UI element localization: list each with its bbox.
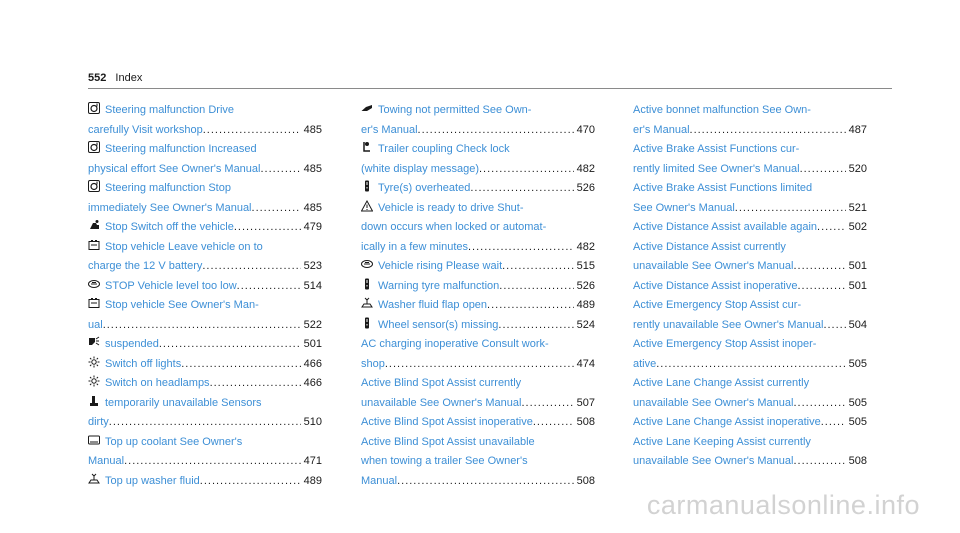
index-entry-text[interactable]: ically in a few minutes <box>361 240 468 253</box>
page-reference[interactable]: 508 <box>576 474 595 487</box>
index-entry <box>361 316 595 336</box>
index-entry-text[interactable]: physical effort See Owner's Manual <box>88 162 261 175</box>
page-reference[interactable]: 479 <box>303 221 322 233</box>
index-column-2 <box>361 101 595 491</box>
index-entry <box>88 101 322 140</box>
page-reference[interactable]: 522 <box>303 318 322 331</box>
page-reference[interactable]: 501 <box>848 260 867 272</box>
index-entry-text[interactable]: rently unavailable See Owner's Manual <box>633 318 824 331</box>
index-entry <box>633 218 867 238</box>
index-entry <box>633 335 867 374</box>
index-entry-text[interactable]: Active Distance Assist currently <box>633 240 786 253</box>
index-entry-text[interactable]: Warning tyre malfunction <box>378 279 500 292</box>
index-line <box>88 238 322 258</box>
index-entry-text[interactable]: carefully Visit workshop <box>88 123 203 136</box>
index-entry-text[interactable]: Active Distance Assist available again <box>633 221 818 233</box>
headlamp-icon <box>88 375 100 387</box>
vehicle-level-icon <box>88 278 100 290</box>
index-entry <box>361 413 595 433</box>
page-reference[interactable]: 520 <box>848 162 867 175</box>
index-line <box>633 257 867 277</box>
index-entry <box>88 218 322 238</box>
index-line <box>361 394 595 414</box>
coolant-icon <box>88 434 100 446</box>
index-entry-text[interactable]: Manual <box>361 474 398 487</box>
leader-dots <box>252 199 301 219</box>
leader-dots <box>397 472 574 492</box>
leader-dots <box>237 277 301 297</box>
index-entry-text[interactable]: Stop vehicle Leave vehicle on to <box>105 240 263 253</box>
page-reference[interactable]: 526 <box>576 182 595 194</box>
index-entry <box>361 335 595 374</box>
page-reference[interactable]: 466 <box>303 377 322 389</box>
index-line <box>88 374 322 394</box>
leader-dots <box>109 413 301 433</box>
index-entry <box>88 179 322 218</box>
index-entry-text[interactable]: Steering malfunction Stop <box>105 182 231 194</box>
leader-dots <box>656 355 845 375</box>
index-line <box>88 257 322 277</box>
index-entry-text[interactable]: Tyre(s) overheated <box>378 182 471 194</box>
index-line <box>633 277 867 297</box>
page-reference[interactable]: 508 <box>848 455 867 467</box>
index-entry-text[interactable]: ual <box>88 318 103 331</box>
leader-dots <box>797 277 845 297</box>
page-reference[interactable]: 485 <box>303 162 322 175</box>
leader-dots <box>817 218 846 238</box>
leader-dots <box>203 121 301 141</box>
leader-dots <box>181 355 300 375</box>
page-reference[interactable]: 470 <box>576 123 595 136</box>
page-reference[interactable]: 471 <box>303 455 322 467</box>
index-column-1 <box>88 101 322 491</box>
page-reference[interactable]: 521 <box>848 201 867 214</box>
index-entry-text[interactable]: Manual <box>88 455 125 467</box>
page-reference[interactable]: 485 <box>303 123 322 136</box>
leader-dots <box>487 296 574 316</box>
index-entry <box>88 394 322 433</box>
leader-dots <box>499 277 573 297</box>
index-line <box>88 355 322 375</box>
page-header <box>88 72 142 84</box>
index-entry-text[interactable]: dirty <box>88 416 109 428</box>
leader-dots <box>800 160 846 180</box>
index-entry-text[interactable]: Active Lane Change Assist inoperative <box>633 416 821 428</box>
section-title: Index <box>115 72 143 84</box>
index-entry-text[interactable]: immediately See Owner's Manual <box>88 201 252 214</box>
page-reference[interactable]: 501 <box>848 279 867 292</box>
index-entry-text[interactable]: AC charging inoperative Consult work- <box>361 338 549 350</box>
index-entry <box>361 433 595 492</box>
page-reference[interactable]: 466 <box>303 357 322 370</box>
index-entry-text[interactable]: unavailable See Owner's Manual <box>633 396 794 409</box>
index-line <box>88 199 322 219</box>
index-line <box>88 394 322 414</box>
leader-dots <box>498 316 573 336</box>
leader-dots <box>823 316 845 336</box>
tire-icon <box>361 278 373 290</box>
index-line <box>88 433 322 453</box>
index-line <box>361 101 595 121</box>
leader-dots <box>521 394 573 414</box>
index-line <box>633 452 867 472</box>
index-entry-text[interactable]: Washer fluid flap open <box>378 299 488 311</box>
leader-dots <box>234 218 301 238</box>
leader-dots <box>735 199 846 219</box>
index-line <box>633 179 867 199</box>
index-line <box>361 218 595 238</box>
index-line <box>633 413 867 433</box>
page-reference[interactable]: 514 <box>303 279 322 292</box>
vehicle-off-icon <box>88 219 100 231</box>
index-entry <box>633 277 867 297</box>
index-entry-text[interactable]: Active Blind Spot Assist inoperative <box>361 416 533 428</box>
tire-icon <box>361 317 373 329</box>
headlamp-icon <box>88 356 100 368</box>
page-reference[interactable]: 502 <box>848 221 867 233</box>
page-reference[interactable]: 501 <box>303 338 322 350</box>
warning-triangle-icon <box>361 200 373 212</box>
index-entry <box>361 179 595 199</box>
index-line <box>633 140 867 160</box>
index-entry-text[interactable]: Steering malfunction Increased <box>105 143 257 155</box>
index-line <box>633 121 867 141</box>
index-entry <box>88 140 322 179</box>
index-entry-text[interactable]: Trailer coupling Check lock <box>378 143 510 155</box>
index-line <box>88 335 322 355</box>
index-entry <box>88 296 322 335</box>
index-entry <box>361 101 595 140</box>
index-entry-text[interactable]: Active Emergency Stop Assist cur- <box>633 299 802 311</box>
index-line <box>88 101 322 121</box>
index-line <box>361 121 595 141</box>
index-entry <box>361 199 595 258</box>
index-entry <box>633 374 867 413</box>
index-entry <box>361 257 595 277</box>
index-entry-text[interactable]: rently limited See Owner's Manual <box>633 162 800 175</box>
header-divider <box>88 88 892 89</box>
index-entry-text[interactable]: unavailable See Owner's Manual <box>633 455 794 467</box>
page-reference[interactable]: 505 <box>848 416 867 428</box>
index-entry <box>361 374 595 413</box>
index-line <box>361 199 595 219</box>
index-entry <box>633 179 867 218</box>
page-reference[interactable]: 510 <box>303 416 322 428</box>
sensor-icon <box>88 395 100 407</box>
vehicle-level-icon <box>361 258 373 270</box>
page-reference[interactable]: 505 <box>848 396 867 409</box>
index-entry-text[interactable]: Active Brake Assist Functions cur- <box>633 143 800 155</box>
index-entry <box>633 296 867 335</box>
index-line <box>633 433 867 453</box>
page-reference[interactable]: 515 <box>576 260 595 272</box>
index-entry <box>633 413 867 433</box>
index-entry-text[interactable]: Top up coolant See Owner's <box>105 435 243 448</box>
leader-dots <box>210 374 301 394</box>
page-reference[interactable]: 485 <box>303 201 322 214</box>
leader-dots <box>821 413 846 433</box>
index-line <box>361 257 595 277</box>
index-entry-text[interactable]: Top up washer fluid <box>105 474 200 487</box>
index-entry <box>88 433 322 472</box>
index-line <box>88 140 322 160</box>
page-reference[interactable]: 489 <box>303 474 322 487</box>
index-entry-text[interactable]: er's Manual <box>633 123 690 136</box>
index-line <box>633 160 867 180</box>
index-line <box>361 452 595 472</box>
index-line <box>88 277 322 297</box>
index-entry-text[interactable]: Active Brake Assist Functions limited <box>633 182 813 194</box>
page-reference[interactable]: 508 <box>576 416 595 428</box>
index-entry-text[interactable]: Vehicle is ready to drive Shut- <box>378 201 524 214</box>
index-entry <box>88 472 322 492</box>
leader-dots <box>468 238 574 258</box>
index-entry <box>88 335 322 355</box>
index-entry <box>361 277 595 297</box>
index-line <box>361 140 595 160</box>
index-entry <box>633 433 867 472</box>
index-line <box>361 355 595 375</box>
index-entry-text[interactable]: Active Lane Change Assist currently <box>633 377 810 389</box>
steering-warning-icon <box>88 180 100 192</box>
index-entry <box>361 296 595 316</box>
index-line <box>88 121 322 141</box>
leader-dots <box>690 121 846 141</box>
page-reference[interactable]: 505 <box>848 357 867 370</box>
index-entry <box>88 374 322 394</box>
index-entry-text[interactable]: down occurs when locked or automat- <box>361 221 547 233</box>
leader-dots <box>202 257 300 277</box>
index-line <box>361 179 595 199</box>
leader-dots <box>793 394 845 414</box>
index-line <box>88 160 322 180</box>
leader-dots <box>502 257 574 277</box>
leader-dots <box>385 355 574 375</box>
page-reference[interactable]: 489 <box>576 299 595 311</box>
index-line <box>361 413 595 433</box>
leader-dots <box>793 452 845 472</box>
page-reference[interactable]: 523 <box>303 260 322 272</box>
index-line <box>88 472 322 492</box>
index-entry-text[interactable]: Active bonnet malfunction See Own- <box>633 104 811 116</box>
index-line <box>633 316 867 336</box>
page-number: 552 <box>88 72 107 84</box>
index-line <box>361 433 595 453</box>
index-line <box>88 316 322 336</box>
index-entry-text[interactable]: See Owner's Manual <box>633 201 735 214</box>
tire-icon <box>361 180 373 192</box>
leader-dots <box>124 452 301 472</box>
camera-icon <box>88 336 100 348</box>
index-line <box>633 238 867 258</box>
index-entry-text[interactable]: Wheel sensor(s) missing <box>378 318 499 331</box>
index-line <box>88 218 322 238</box>
trailer-icon <box>361 141 373 153</box>
battery-icon <box>88 239 100 251</box>
index-entry-text[interactable]: Active Blind Spot Assist unavailable <box>361 435 535 448</box>
index-entry-text[interactable]: Active Blind Spot Assist currently <box>361 377 522 389</box>
index-entry <box>88 355 322 375</box>
leader-dots <box>260 160 300 180</box>
battery-icon <box>88 297 100 309</box>
index-entry-text[interactable]: ative <box>633 357 657 370</box>
index-entry-text[interactable]: (white display message) <box>361 162 479 175</box>
index-line <box>633 335 867 355</box>
index-entry-text[interactable]: STOP Vehicle level too low <box>105 279 237 292</box>
index-entry-text[interactable]: Vehicle rising Please wait <box>378 260 503 272</box>
tow-icon <box>361 102 373 114</box>
index-entry-text[interactable]: when towing a trailer See Owner's <box>361 455 528 467</box>
index-line <box>361 374 595 394</box>
page-reference[interactable]: 482 <box>576 162 595 175</box>
index-line <box>88 413 322 433</box>
index-line <box>361 238 595 258</box>
index-line <box>361 296 595 316</box>
index-entry-text[interactable]: Towing not permitted See Own- <box>378 104 532 116</box>
leader-dots <box>793 257 845 277</box>
index-entry-text[interactable]: unavailable See Owner's Manual <box>633 260 794 272</box>
page-reference[interactable]: 482 <box>576 240 595 253</box>
index-entry <box>633 140 867 179</box>
washer-icon <box>361 297 373 309</box>
watermark: carmanualsonline.info <box>646 490 920 520</box>
index-line <box>633 218 867 238</box>
index-line <box>88 296 322 316</box>
index-entry-text[interactable]: charge the 12 V battery <box>88 260 203 272</box>
page-reference[interactable]: 507 <box>576 396 595 409</box>
index-entry <box>633 238 867 277</box>
leader-dots <box>159 335 301 355</box>
leader-dots <box>470 179 573 199</box>
steering-warning-icon <box>88 141 100 153</box>
page-reference[interactable]: 474 <box>576 357 595 370</box>
index-entry-text[interactable]: Switch off lights <box>105 357 182 370</box>
index-line <box>633 374 867 394</box>
index-entry-text[interactable]: Active Emergency Stop Assist inoper- <box>633 338 817 350</box>
index-line <box>88 179 322 199</box>
index-entry-text[interactable]: er's Manual <box>361 123 418 136</box>
index-line <box>633 296 867 316</box>
page-reference[interactable]: 504 <box>848 318 867 331</box>
index-entry <box>88 238 322 277</box>
index-line <box>361 335 595 355</box>
index-entry <box>361 140 595 179</box>
index-entry-text[interactable]: Active Distance Assist inoperative <box>633 279 798 292</box>
index-line <box>361 472 595 492</box>
index-line <box>633 355 867 375</box>
index-entry-text[interactable]: suspended <box>105 338 159 350</box>
page-reference[interactable]: 526 <box>576 279 595 292</box>
leader-dots <box>418 121 574 141</box>
index-entry-text[interactable]: Stop Switch off the vehicle <box>105 221 234 233</box>
index-line <box>633 101 867 121</box>
index-entry-text[interactable]: Stop vehicle See Owner's Man- <box>105 299 259 311</box>
leader-dots <box>200 472 301 492</box>
index-entry-text[interactable]: shop <box>361 357 385 370</box>
index-entry <box>633 101 867 140</box>
index-line <box>361 160 595 180</box>
index-entry <box>88 277 322 297</box>
index-line <box>361 277 595 297</box>
leader-dots <box>533 413 574 433</box>
page-reference[interactable]: 487 <box>848 123 867 136</box>
steering-warning-icon <box>88 102 100 114</box>
washer-icon <box>88 473 100 485</box>
index-column-3 <box>633 101 867 472</box>
page-reference[interactable]: 524 <box>576 318 595 331</box>
index-line <box>633 394 867 414</box>
index-line <box>633 199 867 219</box>
index-entry-text[interactable]: temporarily unavailable Sensors <box>105 396 262 409</box>
index-line <box>88 452 322 472</box>
index-entry-text[interactable]: Steering malfunction Drive <box>105 104 235 116</box>
index-entry-text[interactable]: unavailable See Owner's Manual <box>361 396 522 409</box>
index-line <box>361 316 595 336</box>
index-entry-text[interactable]: Switch on headlamps <box>105 377 210 389</box>
leader-dots <box>479 160 574 180</box>
leader-dots <box>103 316 301 336</box>
index-entry-text[interactable]: Active Lane Keeping Assist currently <box>633 435 811 448</box>
